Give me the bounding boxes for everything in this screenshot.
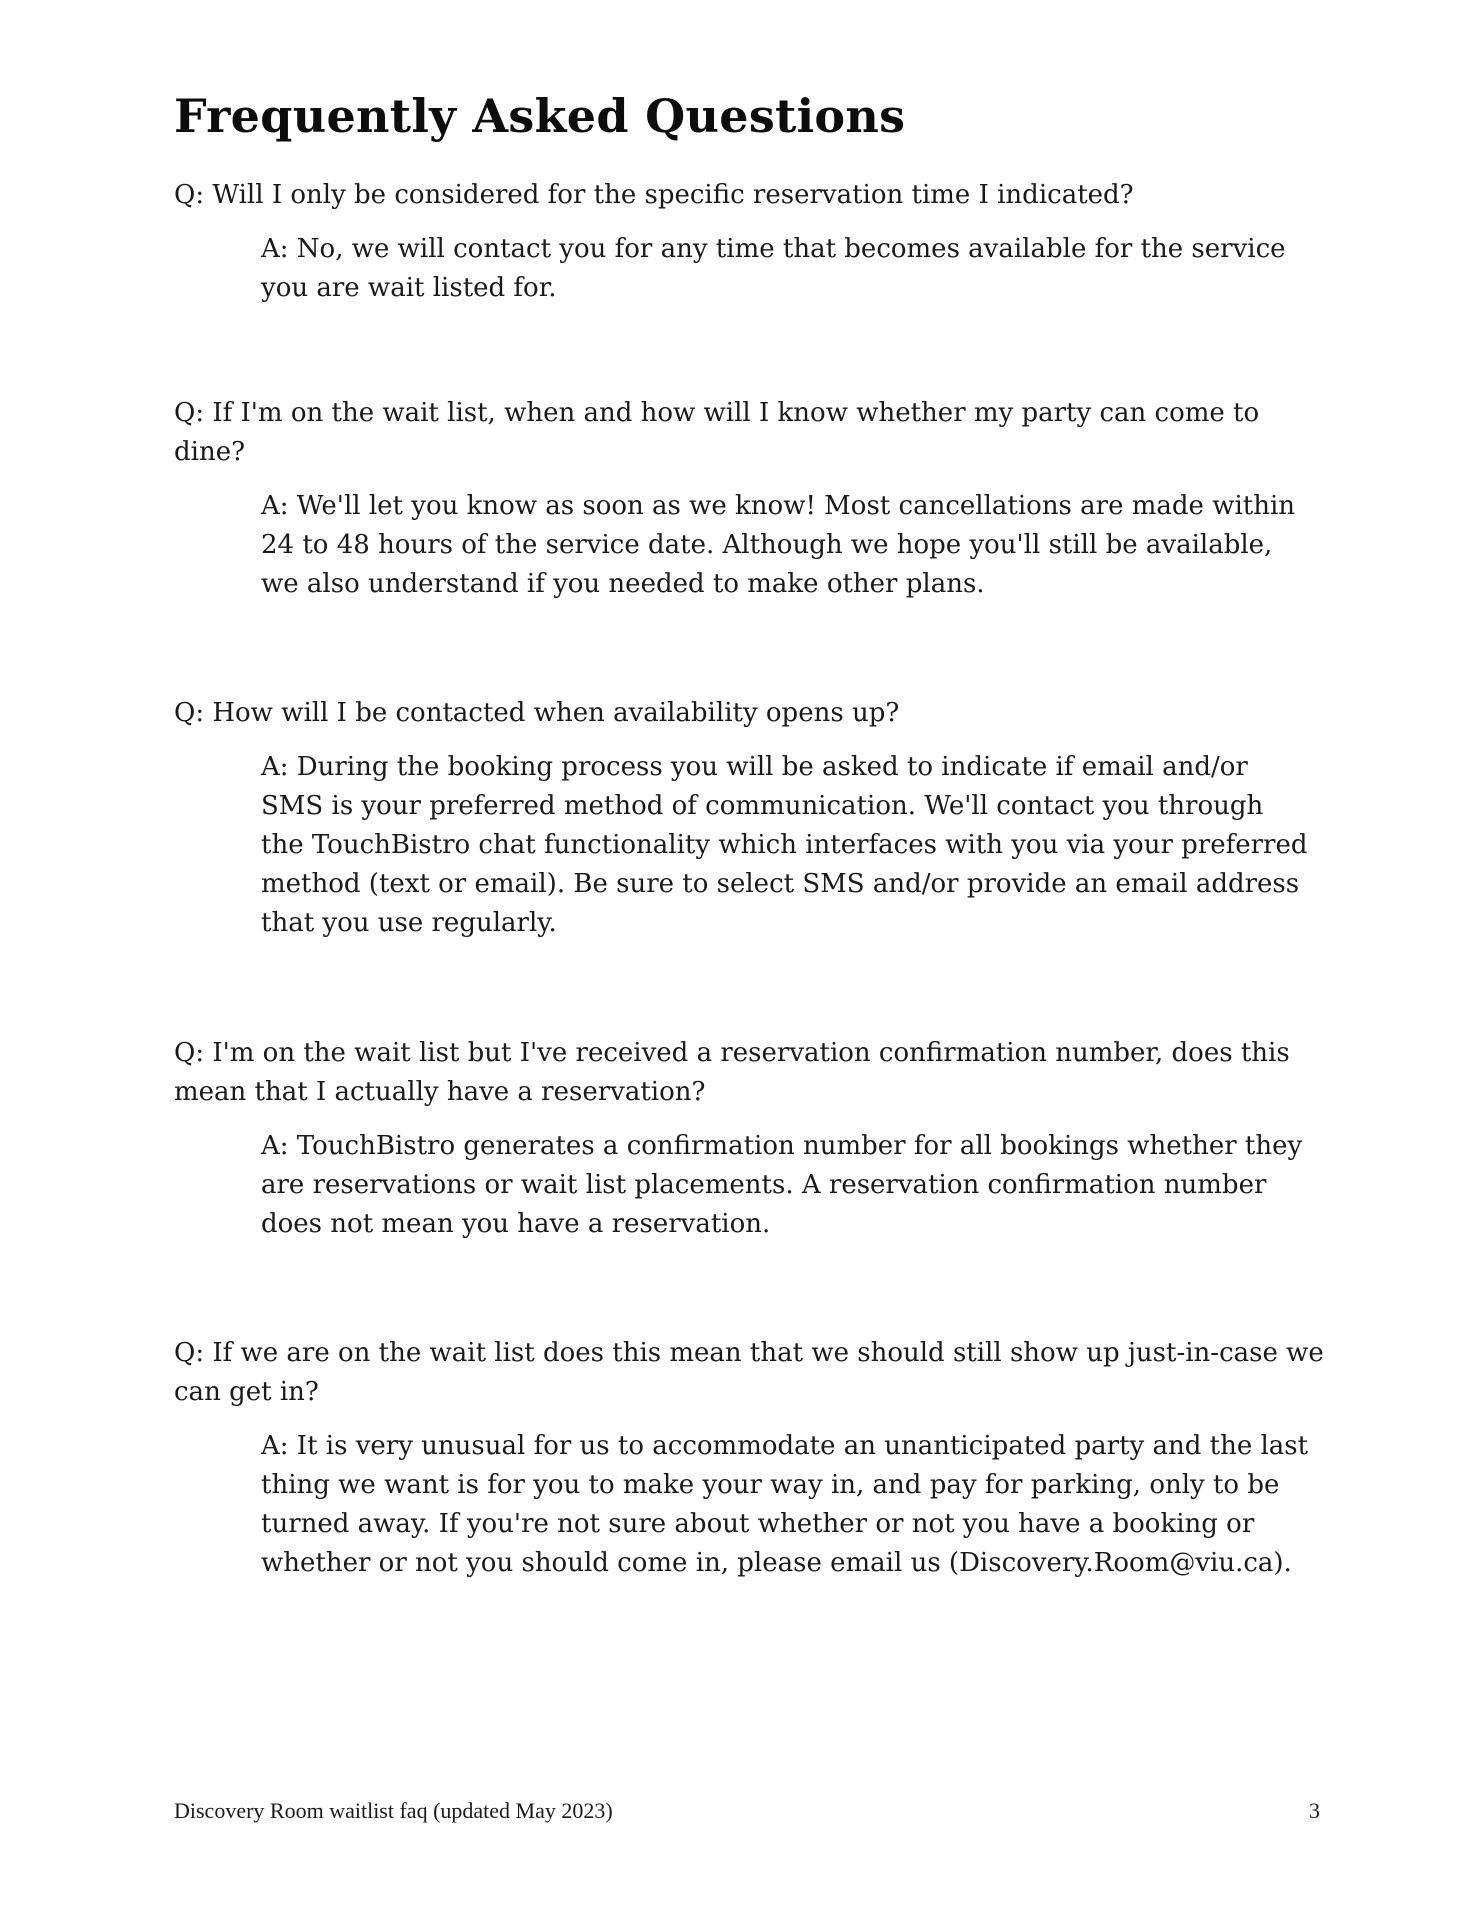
faq-item-5 xyxy=(174,1334,1324,1583)
faq-item-4 xyxy=(174,1034,1324,1244)
faq-question: Q: If we are on the wait list does this mean that we should still show up just-in-case we can get in? xyxy=(174,1338,1324,1407)
faq-answer: A: It is very unusual for us to accommodate an unanticipated party and the last thing we want is for you to make your way in, and pay for parking, only to be turned away. If you're not sure about whether or not you have a booking or whether or not you should come in, please email us (Discovery.Room@viu.ca). xyxy=(261,1431,1309,1578)
faq-question: Q: How will I be contacted when availability opens up? xyxy=(174,698,900,728)
faq-answer: A: We'll let you know as soon as we know! Most cancellations are made within 24 to 48 hours of the service date. Although we hope you'll still be available, we also understand if you needed to make other plans. xyxy=(261,491,1296,599)
faq-answer: A: During the booking process you will be asked to indicate if email and/or SMS is your preferred method of communication. We'll contact you through the TouchBistro chat functionality which interfaces with you via your preferred method (text or email). Be sure to select SMS and/or provide an email address that you use regularly. xyxy=(261,752,1308,938)
faq-item-2 xyxy=(174,394,1324,604)
faq-item-1 xyxy=(174,176,1324,308)
page-title: Frequently Asked Questions xyxy=(174,89,906,143)
faq-question: Q: Will I only be considered for the specific reservation time I indicated? xyxy=(174,180,1134,210)
faq-answer: A: TouchBistro generates a confirmation number for all bookings whether they are reservations or wait list placements. A reservation confirmation number does not mean you have a reservation. xyxy=(261,1131,1303,1239)
footer-document-label: Discovery Room waitlist faq (updated May 2023) xyxy=(174,1798,613,1823)
faq-item-3 xyxy=(174,694,1324,943)
footer-page-number: 3 xyxy=(1309,1798,1320,1823)
faq-question: Q: I'm on the wait list but I've received a reservation confirmation number, does this mean that I actually have a reservation? xyxy=(174,1038,1290,1107)
faq-answer: A: No, we will contact you for any time that becomes available for the service you are wait listed for. xyxy=(261,234,1286,303)
faq-question: Q: If I'm on the wait list, when and how will I know whether my party can come to dine? xyxy=(174,398,1260,467)
